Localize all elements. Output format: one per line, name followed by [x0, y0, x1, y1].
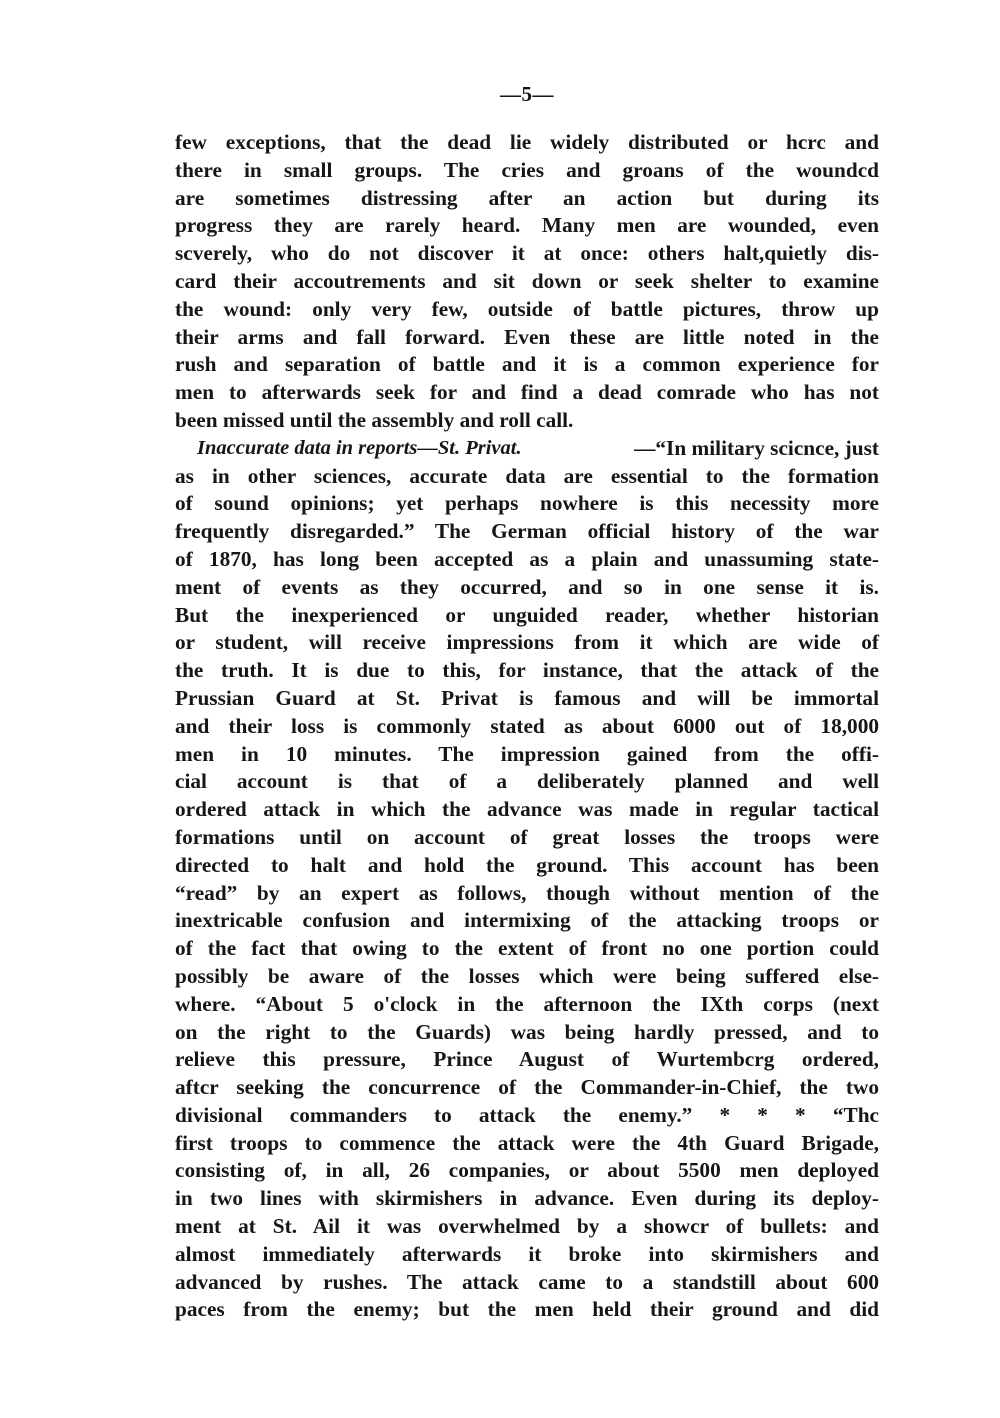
text-line: the wound: only very few, outside of battle pictures, throw up: [175, 296, 879, 321]
text-line: card their accoutrements and sit down or seek shelter to examine: [175, 268, 879, 293]
text-line: of 1870, has long been accepted as a plain and unassuming state-: [175, 546, 879, 571]
page-number: —5—: [500, 82, 554, 106]
text-line: are sometimes distressing after an action but during its: [175, 185, 879, 210]
paragraph-2: [175, 435, 879, 1325]
text-line: Prussian Guard at St. Privat is famous and will be immortal: [175, 685, 879, 710]
text-line: scverely, who do not discover it at once: others halt,quietly dis-: [175, 241, 879, 266]
text-line: ordered attack in which the advance was made in regular tactical: [175, 797, 879, 822]
text-line: aftcr seeking the concurrence of the Commander-in-Chief, the two: [175, 1075, 879, 1100]
text-line: of the fact that owing to the extent of front no one portion could: [175, 936, 879, 961]
paragraph-first-line: [175, 435, 879, 463]
text-fragment: —“In military scicnce, just: [634, 435, 879, 460]
text-line: men in 10 minutes. The impression gained from the offi-: [175, 741, 879, 766]
text-line: of sound opinions; yet perhaps nowhere is this necessity more: [175, 491, 879, 516]
text-line: paces from the enemy; but the men held their ground and did: [175, 1297, 879, 1322]
text-line: divisional commanders to attack the enemy.” * * * “Thc: [175, 1102, 879, 1127]
text-line: there in small groups. The cries and groans of the woundcd: [175, 157, 879, 182]
section-heading: Inaccurate data in reports—St. Privat.: [197, 436, 522, 459]
text-line: on the right to the Guards) was being hardly pressed, and to: [175, 1019, 879, 1044]
text-line: frequently disregarded.” The German official history of the war: [175, 519, 879, 544]
body-text: [175, 129, 879, 1324]
text-line: But the inexperienced or unguided reader, whether historian: [175, 602, 879, 627]
paragraph-1: [175, 129, 879, 435]
text-line: rush and separation of battle and it is a common experience for: [175, 352, 879, 377]
text-line: their arms and fall forward. Even these are little noted in the: [175, 324, 879, 349]
text-line: where. “About 5 o'clock in the afternoon the IXth corps (next: [175, 991, 879, 1016]
text-line: in two lines with skirmishers in advance. Even during its deploy-: [175, 1186, 879, 1211]
text-line: men to afterwards seek for and find a dead comrade who has not: [175, 380, 879, 405]
text-line: ment at St. Ail it was overwhelmed by a showcr of bullets: and: [175, 1214, 879, 1239]
text-line: as in other sciences, accurate data are essential to the formation: [175, 463, 879, 488]
text-line: possibly be aware of the losses which were being suffered else-: [175, 963, 879, 988]
text-line: few exceptions, that the dead lie widely distributed or hcrc and: [175, 130, 879, 154]
text-line: formations until on account of great losses the troops were: [175, 824, 879, 849]
text-line: the truth. It is due to this, for instance, that the attack of the: [175, 658, 879, 683]
text-line: first troops to commence the attack were the 4th Guard Brigade,: [175, 1130, 879, 1155]
text-line: and their loss is commonly stated as about 6000 out of 18,000: [175, 713, 879, 738]
text-line: progress they are rarely heard. Many men are wounded, even: [175, 213, 879, 238]
text-line: ment of events as they occurred, and so in one sense it is.: [175, 574, 879, 599]
text-line: relieve this pressure, Prince August of Wurtembcrg ordered,: [175, 1047, 879, 1072]
text-line: almost immediately afterwards it broke into skirmishers and: [175, 1241, 879, 1266]
text-line: “read” by an expert as follows, though without mention of the: [175, 880, 879, 905]
text-line: or student, will receive impressions from it which are wide of: [175, 630, 879, 655]
text-line: inextricable confusion and intermixing of the attacking troops or: [175, 908, 879, 933]
text-line: directed to halt and hold the ground. This account has been: [175, 852, 879, 877]
text-line: advanced by rushes. The attack came to a standstill about 600: [175, 1269, 879, 1294]
text-line: consisting of, in all, 26 companies, or about 5500 men deployed: [175, 1158, 879, 1183]
text-line: cial account is that of a deliberately planned and well: [175, 769, 879, 794]
text-line: been missed until the assembly and roll call.: [175, 407, 574, 432]
